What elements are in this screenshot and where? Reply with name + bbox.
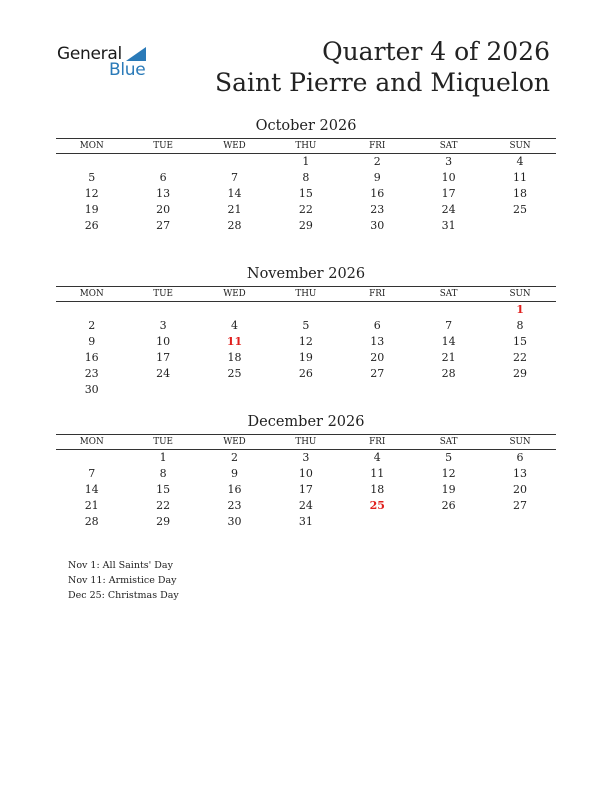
day-cell: 6	[516, 451, 524, 464]
day-cell: 30	[370, 219, 385, 232]
weekday-header: TUE	[127, 139, 198, 154]
holiday-note: Dec 25: Christmas Day	[68, 590, 179, 601]
empty-day-cell	[484, 382, 555, 398]
logo-text-general: General	[57, 44, 122, 64]
weekday-header: THU	[270, 139, 341, 154]
day-cell: 19	[441, 483, 456, 496]
day-cell: 5	[445, 451, 453, 464]
day-cell: 5	[88, 171, 96, 184]
day-cell: 2	[373, 155, 381, 168]
holiday-note: Nov 11: Armistice Day	[68, 575, 177, 586]
day-cell: 28	[84, 515, 99, 528]
month-title: November 2026	[246, 266, 366, 282]
day-cell: 26	[441, 499, 456, 512]
day-cell: 26	[298, 367, 313, 380]
weekday-header: SAT	[413, 435, 484, 450]
day-cell: 1	[302, 155, 310, 168]
day-cell: 25	[227, 367, 242, 380]
day-cell: 28	[227, 219, 242, 232]
day-cell: 8	[159, 467, 167, 480]
weekday-header: SUN	[484, 139, 555, 154]
day-cell: 30	[227, 515, 242, 528]
day-cell: 24	[156, 367, 171, 380]
weekday-header: THU	[270, 287, 341, 302]
weekday-header: THU	[270, 435, 341, 450]
day-cell: 31	[298, 515, 313, 528]
page-title	[215, 36, 550, 98]
day-cell: 4	[516, 155, 524, 168]
day-cell: 15	[513, 335, 528, 348]
day-cell: 1	[159, 451, 167, 464]
day-cell: 12	[84, 187, 99, 200]
empty-day-cell	[56, 302, 127, 318]
title-quarter: Quarter 4 of 2026	[322, 37, 550, 66]
day-cell: 18	[513, 187, 528, 200]
weekday-header: MON	[56, 287, 127, 302]
day-cell: 5	[302, 319, 310, 332]
day-cell: 16	[370, 187, 385, 200]
day-cell: 14	[441, 335, 456, 348]
day-cell: 20	[370, 351, 385, 364]
month-title: October 2026	[255, 118, 357, 134]
empty-day-cell	[484, 514, 555, 530]
day-cell: 13	[513, 467, 528, 480]
day-cell: 21	[227, 203, 242, 216]
generalblue-logo	[57, 44, 157, 84]
holiday-day-cell: 11	[226, 335, 243, 348]
day-cell: 17	[156, 351, 171, 364]
title-region: Saint Pierre and Miquelon	[215, 68, 550, 97]
calendar-grid	[56, 287, 556, 398]
day-cell: 10	[298, 467, 313, 480]
day-cell: 22	[513, 351, 528, 364]
day-cell: 8	[302, 171, 310, 184]
day-cell: 10	[156, 335, 171, 348]
weekday-header: FRI	[342, 139, 413, 154]
empty-day-cell	[127, 154, 198, 170]
day-cell: 20	[156, 203, 171, 216]
weekday-header: SAT	[413, 287, 484, 302]
day-cell: 17	[298, 483, 313, 496]
empty-day-cell	[127, 302, 198, 318]
day-cell: 13	[370, 335, 385, 348]
day-cell: 2	[230, 451, 238, 464]
day-cell: 15	[156, 483, 171, 496]
day-cell: 27	[156, 219, 171, 232]
day-cell: 15	[298, 187, 313, 200]
weekday-header: SUN	[484, 435, 555, 450]
day-cell: 27	[513, 499, 528, 512]
month-october	[56, 117, 556, 234]
empty-day-cell	[342, 382, 413, 398]
weekday-header: WED	[199, 435, 270, 450]
day-cell: 9	[88, 335, 96, 348]
day-cell: 29	[513, 367, 528, 380]
day-cell: 7	[88, 467, 96, 480]
month-november	[56, 265, 556, 398]
day-cell: 2	[88, 319, 96, 332]
empty-day-cell	[413, 382, 484, 398]
day-cell: 24	[441, 203, 456, 216]
day-cell: 19	[84, 203, 99, 216]
day-cell: 4	[230, 319, 238, 332]
day-cell: 16	[84, 351, 99, 364]
day-cell: 29	[156, 515, 171, 528]
day-cell: 30	[84, 383, 99, 396]
logo-text-blue: Blue	[109, 60, 146, 80]
empty-day-cell	[270, 382, 341, 398]
day-cell: 23	[227, 499, 242, 512]
day-cell: 12	[441, 467, 456, 480]
empty-day-cell	[484, 218, 555, 234]
day-cell: 12	[298, 335, 313, 348]
calendar-grid	[56, 139, 556, 234]
day-cell: 6	[159, 171, 167, 184]
holiday-note: Nov 1: All Saints' Day	[68, 560, 173, 571]
empty-day-cell	[270, 302, 341, 318]
weekday-header: FRI	[342, 435, 413, 450]
empty-day-cell	[56, 450, 127, 466]
day-cell: 28	[441, 367, 456, 380]
holiday-day-cell: 1	[516, 303, 524, 316]
day-cell: 11	[513, 171, 528, 184]
day-cell: 21	[441, 351, 456, 364]
empty-day-cell	[127, 382, 198, 398]
empty-day-cell	[342, 302, 413, 318]
day-cell: 31	[441, 219, 456, 232]
day-cell: 20	[513, 483, 528, 496]
day-cell: 3	[445, 155, 453, 168]
day-cell: 6	[373, 319, 381, 332]
day-cell: 21	[84, 499, 99, 512]
day-cell: 3	[159, 319, 167, 332]
empty-day-cell	[199, 154, 270, 170]
month-december	[56, 413, 556, 530]
weekday-header: TUE	[127, 435, 198, 450]
calendar-grid	[56, 435, 556, 530]
empty-day-cell	[56, 154, 127, 170]
day-cell: 14	[84, 483, 99, 496]
day-cell: 25	[513, 203, 528, 216]
day-cell: 23	[84, 367, 99, 380]
month-title: December 2026	[247, 414, 365, 430]
day-cell: 23	[370, 203, 385, 216]
day-cell: 24	[298, 499, 313, 512]
empty-day-cell	[413, 302, 484, 318]
day-cell: 13	[156, 187, 171, 200]
weekday-header: WED	[199, 139, 270, 154]
day-cell: 29	[298, 219, 313, 232]
holiday-notes	[68, 558, 179, 603]
day-cell: 10	[441, 171, 456, 184]
day-cell: 7	[445, 319, 453, 332]
day-cell: 16	[227, 483, 242, 496]
day-cell: 8	[516, 319, 524, 332]
empty-day-cell	[199, 382, 270, 398]
day-cell: 9	[373, 171, 381, 184]
day-cell: 11	[370, 467, 385, 480]
day-cell: 18	[227, 351, 242, 364]
weekday-header: MON	[56, 139, 127, 154]
day-cell: 22	[156, 499, 171, 512]
empty-day-cell	[199, 302, 270, 318]
day-cell: 9	[230, 467, 238, 480]
day-cell: 4	[373, 451, 381, 464]
holiday-day-cell: 25	[369, 499, 385, 512]
weekday-header: MON	[56, 435, 127, 450]
weekday-header: SAT	[413, 139, 484, 154]
weekday-header: WED	[199, 287, 270, 302]
day-cell: 18	[370, 483, 385, 496]
day-cell: 27	[370, 367, 385, 380]
logo-triangle-icon	[126, 47, 146, 61]
day-cell: 22	[298, 203, 313, 216]
weekday-header: SUN	[484, 287, 555, 302]
empty-day-cell	[342, 514, 413, 530]
day-cell: 19	[298, 351, 313, 364]
day-cell: 17	[441, 187, 456, 200]
day-cell: 7	[230, 171, 238, 184]
day-cell: 26	[84, 219, 99, 232]
day-cell: 14	[227, 187, 242, 200]
weekday-header: TUE	[127, 287, 198, 302]
day-cell: 3	[302, 451, 310, 464]
empty-day-cell	[413, 514, 484, 530]
weekday-header: FRI	[342, 287, 413, 302]
